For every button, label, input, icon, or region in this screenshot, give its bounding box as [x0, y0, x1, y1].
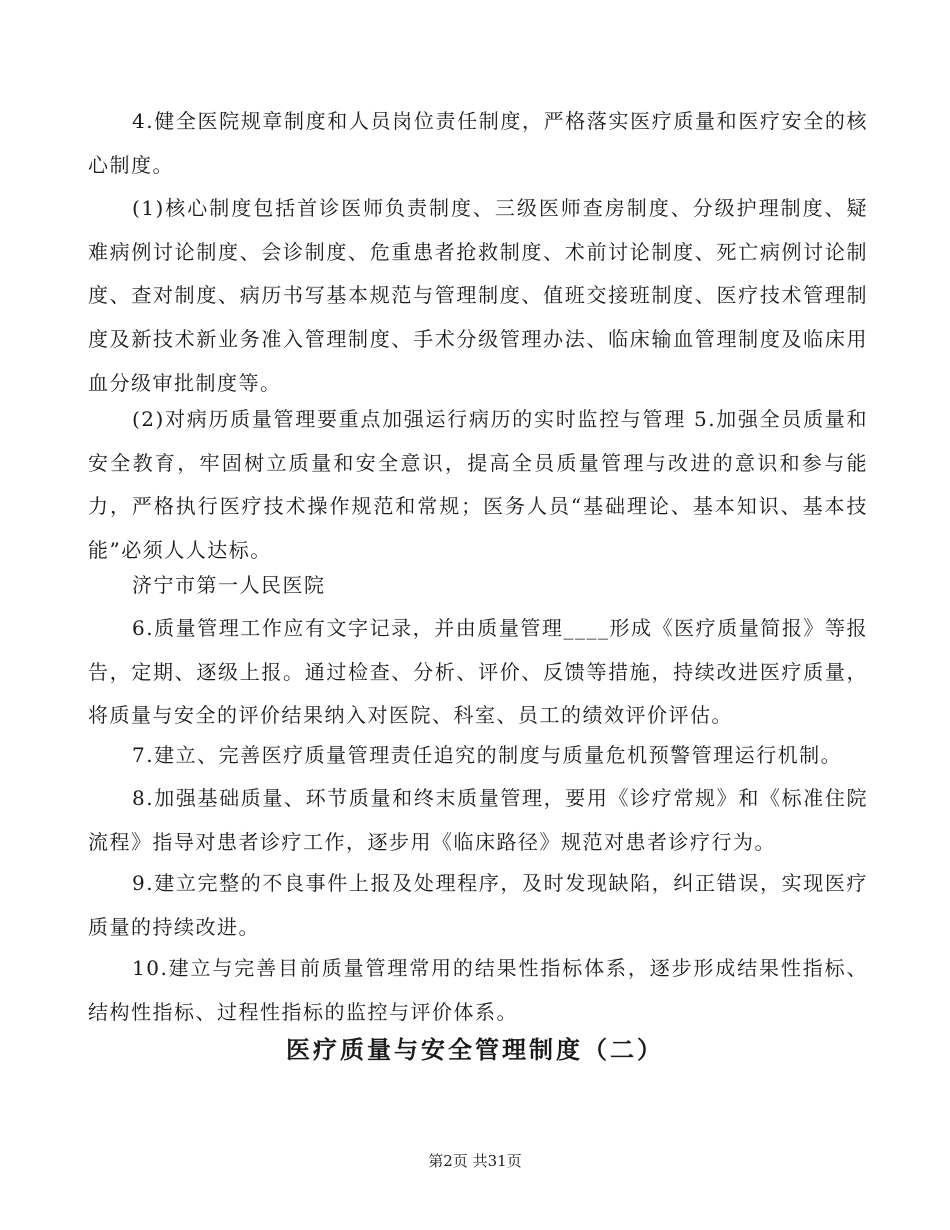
paragraph-item-7: 7.建立、完善医疗质量管理责任追究的制度与质量危机预警管理运行机制。	[132, 743, 843, 767]
paragraph-core-systems: (1)核心制度包括首诊医师负责制度、三级医师查房制度、分级护理制度、疑难病例讨论制度、会诊制度、危重患者抢救制度、术前讨论制度、死亡病例讨论制度、查对制度、病历书写基本规范与管理制度、值班交接班制度、医疗技术管理制度及新技术新业务准入管理制度、手术分级管理办法、临床输血管理制度及临床用血分级审批制度等。	[88, 196, 868, 395]
paragraph-hospital-name: 济宁市第一人民医院	[132, 573, 326, 597]
page-footer: 第2页 共31页	[428, 1152, 522, 1170]
paragraph-item-8: 8.加强基础质量、环节质量和终末质量管理，要用《诊疗常规》和《标准住院流程》指导对患者诊疗工作，逐步用《临床路径》规范对患者诊疗行为。	[88, 786, 868, 854]
paragraph-item-10: 10.建立与完善目前质量管理常用的结果性指标体系，逐步形成结果性指标、结构性指标、过程性指标的监控与评价体系。	[88, 956, 868, 1024]
paragraph-item-4: 4.健全医院规章制度和人员岗位责任制度，严格落实医疗质量和医疗安全的核心制度。	[88, 109, 868, 177]
paragraph-item-6: 6.质量管理工作应有文字记录，并由质量管理____形成《医疗质量简报》等报告，定期、逐级上报。通过检查、分析、评价、反馈等措施，持续改进医疗质量，将质量与安全的评价结果纳入对医院、科室、员工的绩效评价评估。	[88, 616, 868, 728]
paragraph-item-9: 9.建立完整的不良事件上报及处理程序，及时发现缺陷，纠正错误，实现医疗质量的持续改进。	[88, 871, 868, 939]
section-title: 医疗质量与安全管理制度（二）	[286, 1035, 664, 1064]
paragraph-record-quality: (2)对病历质量管理要重点加强运行病历的实时监控与管理 5.加强全员质量和安全教育，牢固树立质量和安全意识，提高全员质量管理与改进的意识和参与能力，严格执行医疗技术操作规范和常规；医务人员“基础理论、基本知识、基本技能”必须人人达标。	[88, 407, 868, 563]
